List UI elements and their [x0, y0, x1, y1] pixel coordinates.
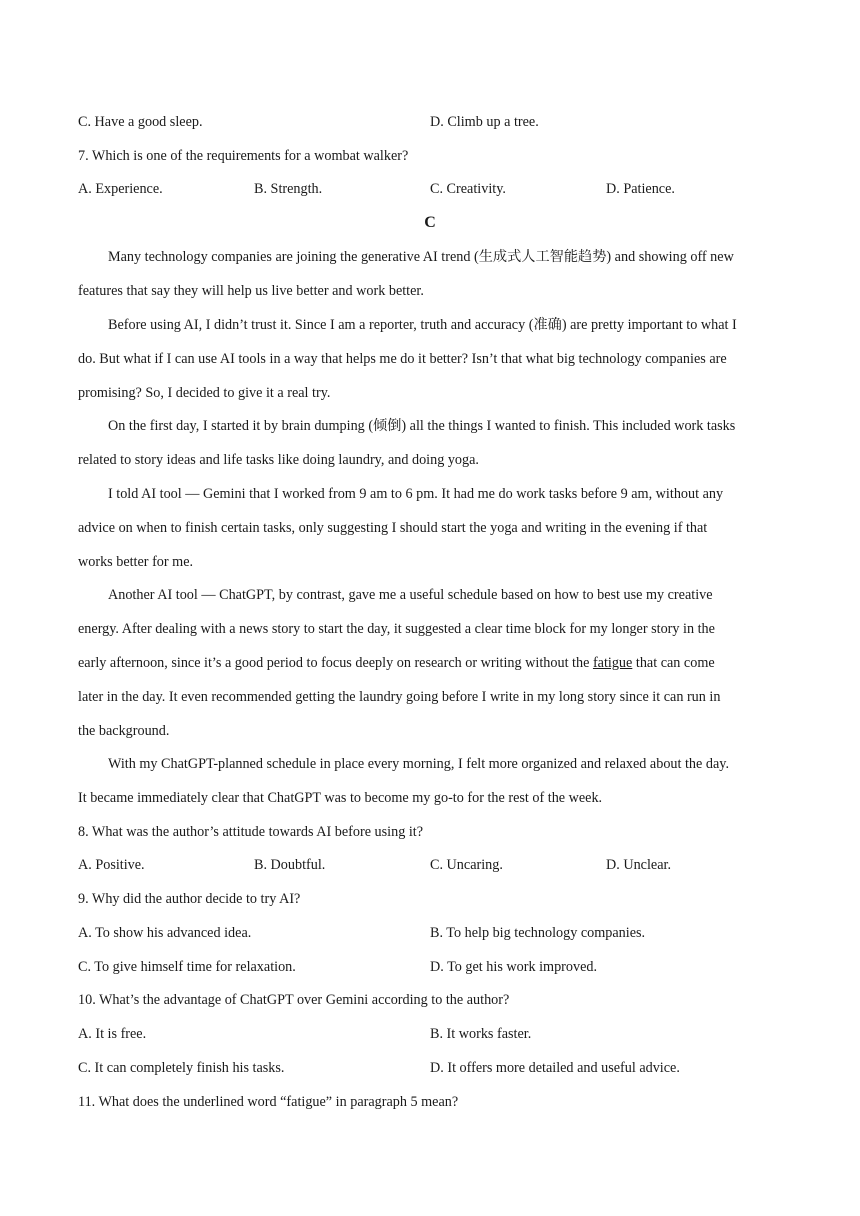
q9-option-d: D. To get his work improved. — [430, 959, 598, 975]
paragraph-line: advice on when to finish certain tasks, only suggesting I should start the yoga and writing in the evening if that — [78, 520, 708, 536]
paragraph-line: energy. After dealing with a news story to start the day, it suggested a clear time block for my longer story in the — [78, 621, 715, 637]
q7-question: 7. Which is one of the requirements for a wombat walker? — [78, 148, 409, 164]
paragraph-line: On the first day, I started it by brain dumping (倾倒) all the things I wanted to finish. This included work tasks — [108, 418, 736, 434]
q7-option-a: A. Experience. — [78, 181, 163, 197]
paragraph-line: do. But what if I can use AI tools in a way that helps me do it better? Isn’t that what big technology companies are — [78, 351, 727, 367]
paragraph-line: Many technology companies are joining the generative AI trend (生成式人工智能趋势) and showing off new — [108, 249, 734, 265]
paragraph-line: later in the day. It even recommended getting the laundry going before I write in my long story since it can run in — [78, 689, 721, 705]
q6-option-c: C. Have a good sleep. — [78, 114, 203, 130]
text-span: early afternoon, since it’s a good period to focus deeply on research or writing without the — [78, 655, 593, 671]
q10-option-c: C. It can completely finish his tasks. — [78, 1060, 285, 1076]
paragraph-line: features that say they will help us live better and work better. — [78, 283, 424, 299]
paragraph-line: works better for me. — [78, 554, 194, 570]
paragraph-line: It became immediately clear that ChatGPT was to become my go-to for the rest of the week. — [78, 790, 603, 806]
paragraph-line: the background. — [78, 723, 170, 739]
underlined-word-fatigue: fatigue — [592, 655, 633, 671]
paragraph-line: With my ChatGPT-planned schedule in place every morning, I felt more organized and relaxed about the day. — [108, 756, 729, 772]
q6-option-d: D. Climb up a tree. — [430, 114, 539, 130]
q8-option-c: C. Uncaring. — [430, 857, 503, 873]
q11-question: 11. What does the underlined word “fatigue” in paragraph 5 mean? — [78, 1094, 459, 1110]
paragraph-line: related to story ideas and life tasks like doing laundry, and doing yoga. — [78, 452, 479, 468]
q9-option-c: C. To give himself time for relaxation. — [78, 959, 296, 975]
q9-question: 9. Why did the author decide to try AI? — [78, 891, 301, 907]
paragraph-line: Before using AI, I didn’t trust it. Since I am a reporter, truth and accuracy (准确) are pretty important to what I — [108, 317, 737, 333]
q9-option-a: A. To show his advanced idea. — [78, 925, 252, 941]
q8-option-a: A. Positive. — [78, 857, 145, 873]
q8-question: 8. What was the author’s attitude towards AI before using it? — [78, 824, 424, 840]
paragraph-line — [78, 653, 715, 673]
paragraph-line: promising? So, I decided to give it a real try. — [78, 385, 331, 401]
q10-option-b: B. It works faster. — [430, 1026, 532, 1042]
q7-option-c: C. Creativity. — [430, 181, 506, 197]
section-heading: C — [424, 214, 436, 231]
q9-option-b: B. To help big technology companies. — [430, 925, 646, 941]
q10-option-d: D. It offers more detailed and useful advice. — [430, 1060, 680, 1076]
paragraph-line: Another AI tool — ChatGPT, by contrast, gave me a useful schedule based on how to best use my creative — [108, 587, 713, 603]
q8-option-d: D. Unclear. — [606, 857, 671, 873]
q7-option-d: D. Patience. — [606, 181, 675, 197]
q10-question: 10. What’s the advantage of ChatGPT over Gemini according to the author? — [78, 992, 510, 1008]
q10-option-a: A. It is free. — [78, 1026, 147, 1042]
q7-option-b: B. Strength. — [254, 181, 323, 197]
paragraph-line: I told AI tool — Gemini that I worked from 9 am to 6 pm. It had me do work tasks before 9 am, without any — [108, 486, 724, 502]
q8-option-b: B. Doubtful. — [254, 857, 326, 873]
text-span: that can come — [632, 655, 715, 671]
